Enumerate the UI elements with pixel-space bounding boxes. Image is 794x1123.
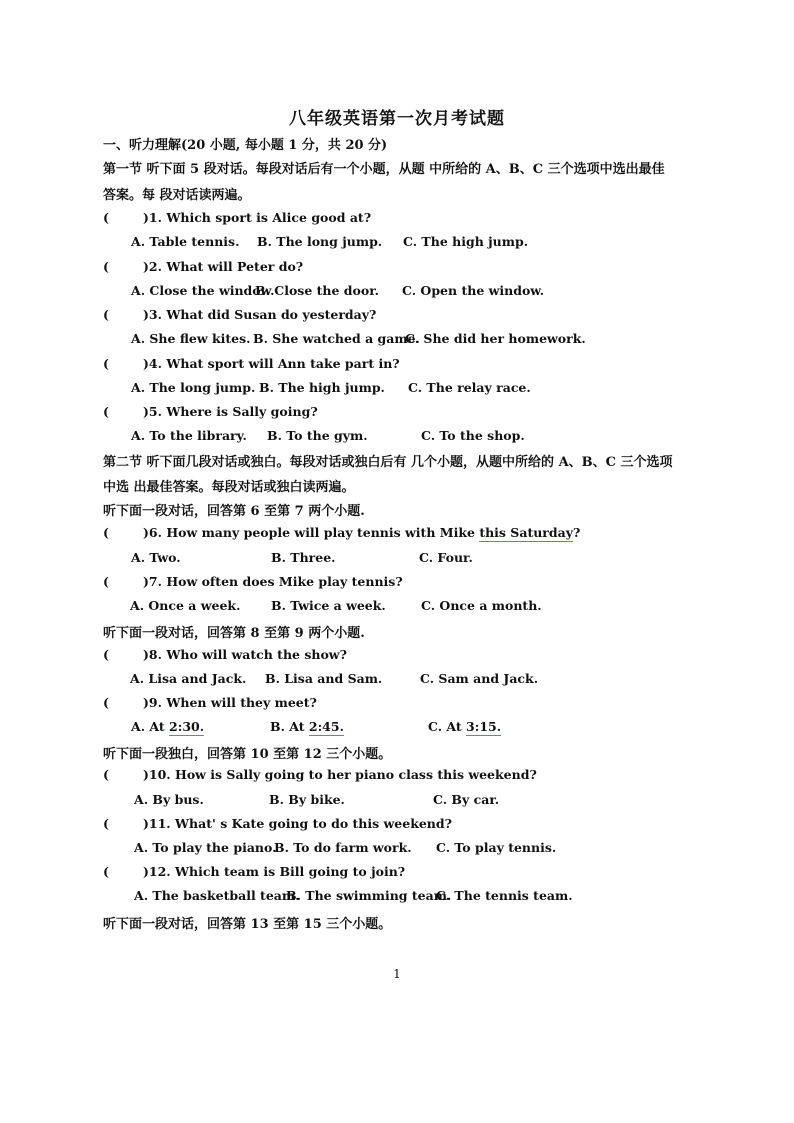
option-b-time: 2:45. xyxy=(308,719,344,734)
question-11 xyxy=(103,816,452,831)
option-c xyxy=(428,719,501,734)
question-stem: )8. Who will watch the show? xyxy=(143,647,347,662)
option-b: B. To the gym. xyxy=(267,428,368,443)
question-stem: )10. How is Sally going to her piano class this weekend? xyxy=(143,767,537,782)
part1-instruction-line1: 第一节 听下面 5 段对话。每段对话后有一个小题，从题 中所给的 A、B、C 三个选项中选出最佳 xyxy=(103,162,665,177)
answer-blank[interactable]: ( xyxy=(103,647,109,662)
option-c: C. The tennis team. xyxy=(436,888,573,903)
part2-instruction-line2: 中选 出最佳答案。每段对话或独白读两遍。 xyxy=(103,480,355,495)
group1-instruction: 听下面一段对话，回答第 6 至第 7 两个小题. xyxy=(103,504,365,519)
question-10 xyxy=(103,767,537,782)
answer-blank[interactable]: ( xyxy=(103,356,109,371)
question-1 xyxy=(103,210,371,225)
question-stem: )12. Which team is Bill going to join? xyxy=(143,864,406,879)
option-b: B. She watched a game. xyxy=(253,331,420,346)
question-stem: )7. How often does Mike play tennis? xyxy=(143,574,403,589)
option-b: B. Three. xyxy=(271,550,336,565)
option-a-time: 2:30. xyxy=(169,719,205,734)
option-c: C. To play tennis. xyxy=(436,840,557,855)
question-stem: )2. What will Peter do? xyxy=(143,259,304,274)
group3-instruction: 听下面一段独白，回答第 10 至第 12 三个小题。 xyxy=(103,747,392,762)
option-b-prefix: B. At xyxy=(270,719,309,734)
option-b: B. The swimming team. xyxy=(286,888,452,903)
question-stem: )4. What sport will Ann take part in? xyxy=(143,356,400,371)
option-a: A. To play the piano. xyxy=(134,840,277,855)
option-a: A. Once a week. xyxy=(130,598,241,613)
answer-blank[interactable]: ( xyxy=(103,259,109,274)
option-c: C. By car. xyxy=(433,792,500,807)
option-a xyxy=(131,719,204,734)
option-b: B. By bike. xyxy=(269,792,345,807)
option-b: B. Close the door. xyxy=(255,283,380,298)
option-a: A. The long jump. xyxy=(131,380,256,395)
option-a: A. By bus. xyxy=(134,792,204,807)
group4-instruction: 听下面一段对话，回答第 13 至第 15 三个小题。 xyxy=(103,917,392,932)
option-b: B. Twice a week. xyxy=(271,598,386,613)
part1-instruction-line2: 答案。每 段对话读两遍。 xyxy=(103,188,251,203)
question-stem-end: ? xyxy=(573,525,581,540)
question-4 xyxy=(103,356,400,371)
question-7 xyxy=(103,574,403,589)
option-c: C. Four. xyxy=(419,550,473,565)
option-c: C. Once a month. xyxy=(421,598,542,613)
option-c: C. She did her homework. xyxy=(405,331,586,346)
option-a: A. To the library. xyxy=(131,428,247,443)
question-3 xyxy=(103,307,376,322)
option-b: B. Lisa and Sam. xyxy=(265,671,383,686)
answer-blank[interactable]: ( xyxy=(103,307,109,322)
option-a: A. Two. xyxy=(131,550,181,565)
question-8 xyxy=(103,647,347,662)
answer-blank[interactable]: ( xyxy=(103,864,109,879)
question-6 xyxy=(103,525,580,540)
option-a: A. Table tennis. xyxy=(131,234,240,249)
option-c-time: 3:15. xyxy=(466,719,502,734)
question-stem: )3. What did Susan do yesterday? xyxy=(143,307,377,322)
question-stem: )11. What' s Kate going to do this weekend? xyxy=(143,816,452,831)
answer-blank[interactable]: ( xyxy=(103,695,109,710)
option-b: B. The long jump. xyxy=(257,234,383,249)
option-c: C. Sam and Jack. xyxy=(420,671,539,686)
group2-instruction: 听下面一段对话，回答第 8 至第 9 两个小题. xyxy=(103,626,365,641)
underlined-phrase: this Saturday xyxy=(479,525,573,540)
question-stem: )6. How many people will play tennis with Mike xyxy=(143,525,480,540)
answer-blank[interactable]: ( xyxy=(103,525,109,540)
page-number: 1 xyxy=(393,967,401,981)
page-title: 八年级英语第一次月考试题 xyxy=(289,109,505,129)
option-b xyxy=(270,719,344,734)
answer-blank[interactable]: ( xyxy=(103,767,109,782)
question-5 xyxy=(103,404,318,419)
question-2 xyxy=(103,259,303,274)
answer-blank[interactable]: ( xyxy=(103,210,109,225)
option-a: A. The basketball team. xyxy=(134,888,300,903)
answer-blank[interactable]: ( xyxy=(103,404,109,419)
option-b: B. The high jump. xyxy=(259,380,385,395)
option-a: A. Close the window. xyxy=(131,283,275,298)
question-stem: )9. When will they meet? xyxy=(143,695,317,710)
option-a: A. She flew kites. xyxy=(131,331,251,346)
option-a-prefix: A. At xyxy=(131,719,170,734)
option-c: C. The relay race. xyxy=(408,380,531,395)
option-a: A. Lisa and Jack. xyxy=(130,671,247,686)
question-9 xyxy=(103,695,317,710)
option-c: C. The high jump. xyxy=(403,234,529,249)
option-c: C. Open the window. xyxy=(402,283,545,298)
section-heading-listening: 一、听力理解(20 小题, 每小题 1 分，共 20 分) xyxy=(103,138,388,153)
option-b: B. To do farm work. xyxy=(274,840,412,855)
option-c-prefix: C. At xyxy=(428,719,467,734)
answer-blank[interactable]: ( xyxy=(103,816,109,831)
option-c: C. To the shop. xyxy=(421,428,525,443)
question-stem: )1. Which sport is Alice good at? xyxy=(143,210,372,225)
part2-instruction-line1: 第二节 听下面几段对话或独白。每段对话或独白后有 几个小题，从题中所给的 A、B、C 三个选项 xyxy=(103,455,673,470)
answer-blank[interactable]: ( xyxy=(103,574,109,589)
question-stem: )5. Where is Sally going? xyxy=(143,404,318,419)
question-12 xyxy=(103,864,405,879)
